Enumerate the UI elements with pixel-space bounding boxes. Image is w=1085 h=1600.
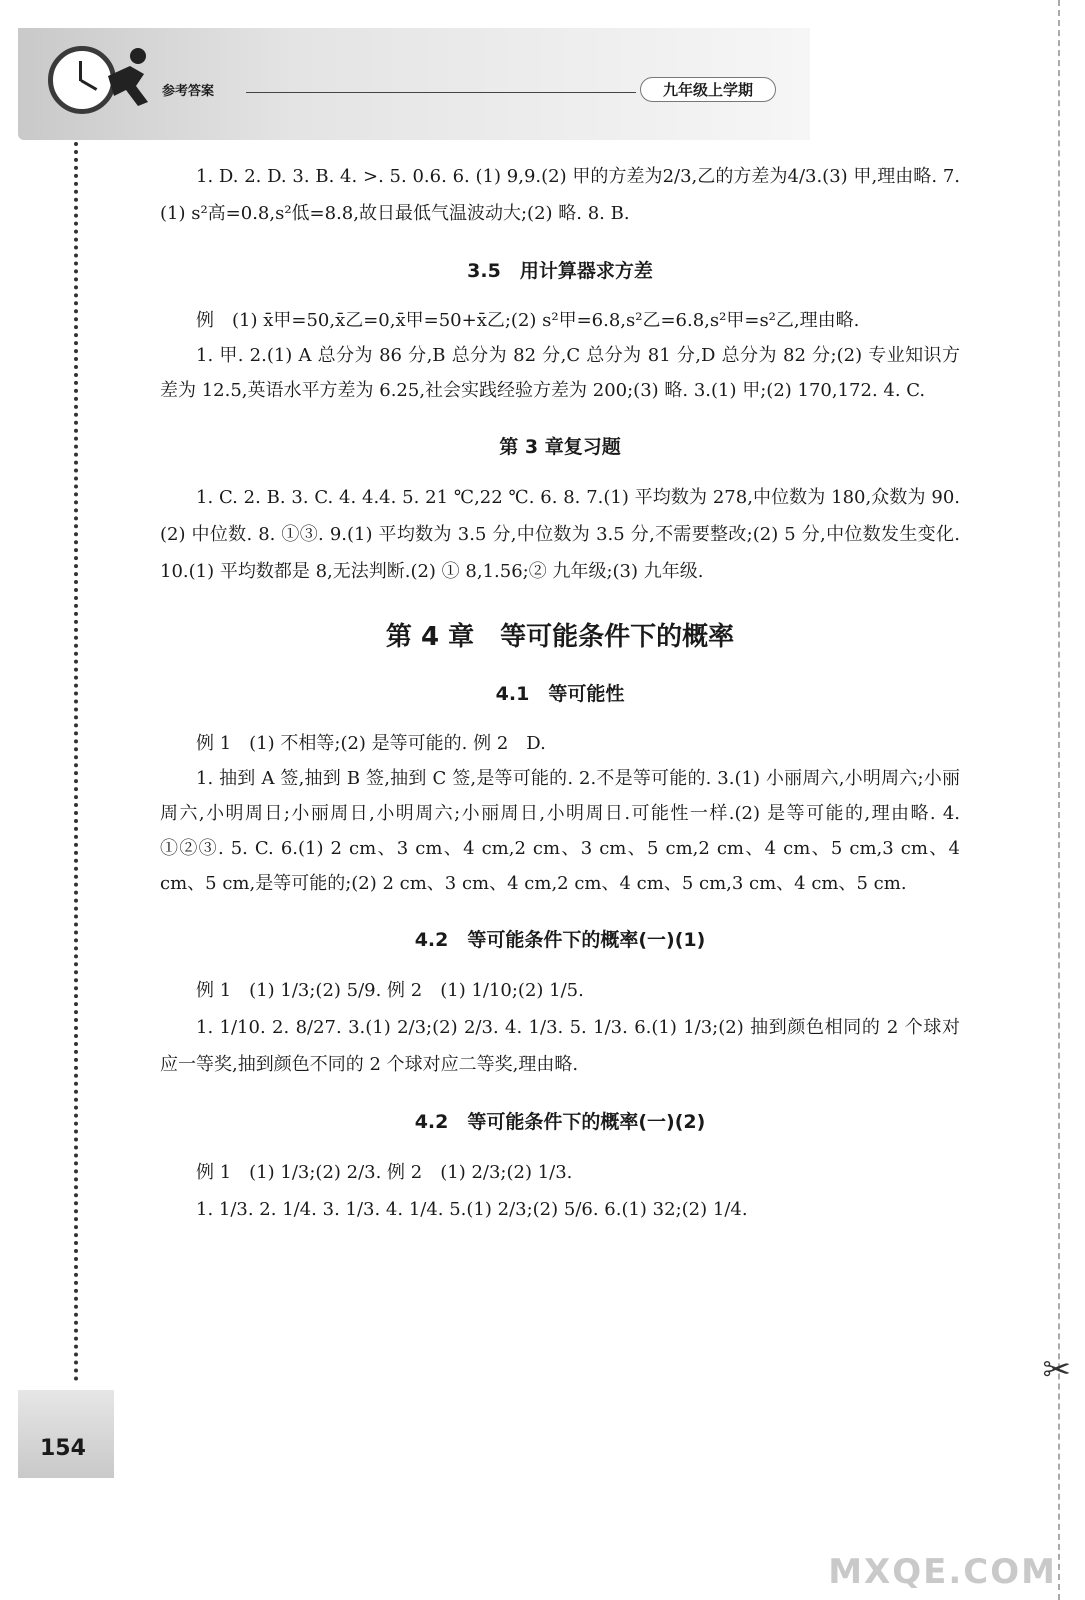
header-rule [246,92,636,93]
answer-paragraph: 例 1 (1) 1/3;(2) 5/9. 例 2 (1) 1/10;(2) 1/5. [196,980,584,1001]
section-heading: 4.1 等可能性 [495,683,625,705]
watermark: MXQE.COM [828,1552,1057,1592]
dotted-margin-line [74,142,78,1382]
answer-paragraph: 1. D. 2. D. 3. B. 4. >. 5. 0.6. 6. (1) 9,9.(2) 甲的方差为2/3,乙的方差为4/3.(3) 甲,理由略. 7.(1) s²高=0.8,s²低=8.8,故日最低气温波动大;(2) 略. 8. B. [160,166,960,224]
answer-paragraph: 1. 1/10. 2. 8/27. 3.(1) 2/3;(2) 2/3. 4. 1/3. 5. 1/3. 6.(1) 1/3;(2) 抽到颜色相同的 2 个球对应一等奖,抽到颜色不同的 2 个球对应二等奖,理由略. [160,1017,960,1075]
section-heading: 3.5 用计算器求方差 [467,260,653,282]
answer-paragraph: 例 (1) x̄甲=50,x̄乙=0,x̄甲=50+x̄乙;(2) s²甲=6.8,s²乙=6.8,s²甲=s²乙,理由略. [196,310,860,331]
answer-paragraph: 1. 甲. 2.(1) A 总分为 86 分,B 总分为 82 分,C 总分为 81 分,D 总分为 82 分;(2) 专业知识方差为 12.5,英语水平方差为 6.25,社会实践经验方差为 200;(3) 略. 3.(1) 甲;(2) 170,172. 4. C. [160,345,960,401]
answer-paragraph: 1. 1/3. 2. 1/4. 3. 1/3. 4. 1/4. 5.(1) 2/3;(2) 5/6. 6.(1) 32;(2) 1/4. [196,1199,748,1220]
answer-paragraph: 1. C. 2. B. 3. C. 4. 4.4. 5. 21 ℃,22 ℃. 6. 8. 7.(1) 平均数为 278,中位数为 180,众数为 90.(2) 中位数. 8. ①③. 9.(1) 平均数为 3.5 分,中位数为 3.5 分,不需要整改;(2) 5 分,中位数发生变化. 10.(1) 平均数都是 8,无法判断.(2) ① 8,1.56;② 九年级;(3) 九年级. [160,487,960,582]
answer-paragraph: 例 1 (1) 不相等;(2) 是等可能的. 例 2 D. [196,733,546,754]
chapter-heading: 第 4 章 等可能条件下的概率 [385,622,735,652]
section-heading: 第 3 章复习题 [499,436,621,458]
answer-paragraph: 1. 抽到 A 签,抽到 B 签,抽到 C 签,是等可能的. 2.不是等可能的. 3.(1) 小丽周六,小明周六;小丽周六,小明周日;小丽周日,小明周六;小丽周日,小明周日.可能性一样.(2) 是等可能的,理由略. 4. ①②③. 5. C. 6.(1) 2 cm、3 cm、4 cm,2 cm、3 cm、5 cm,2 cm、4 cm、5 cm,3 cm、4 cm、5 cm,是等可能的;(2) 2 cm、3 cm、4 cm,2 cm、4 cm、5 cm,3 cm、4 cm、5 cm. [160,768,960,894]
answer-paragraph: 例 1 (1) 1/3;(2) 2/3. 例 2 (1) 2/3;(2) 1/3. [196,1162,573,1183]
answer-content [160,158,960,1228]
page-number: 154 [40,1436,86,1461]
page-number-box [18,1390,114,1478]
section-heading: 4.2 等可能条件下的概率(一)(1) [414,929,706,951]
header-left-label: 参考答案 [162,84,215,99]
header-right-label: 九年级上学期 [640,77,776,102]
scissors-icon: ✂ [1042,1350,1071,1390]
section-heading: 4.2 等可能条件下的概率(一)(2) [414,1111,706,1133]
runner-icon [100,46,156,108]
